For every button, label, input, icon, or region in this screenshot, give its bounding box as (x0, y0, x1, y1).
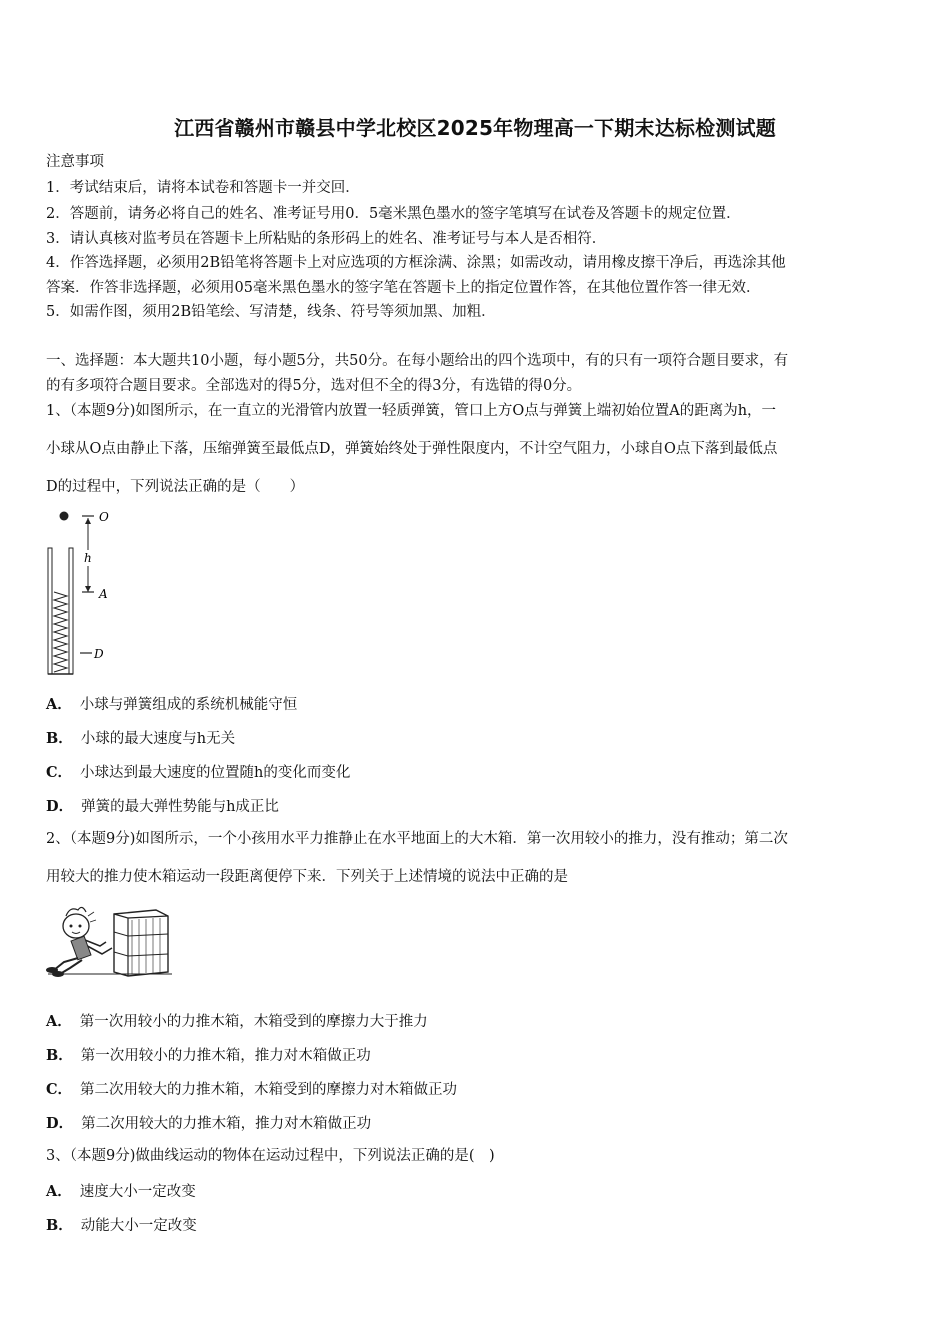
notice-item: 4．作答选择题，必须用2B铅笔将答题卡上对应选项的方框涂满、涂黑；如需改动，请用橡皮擦干净后，再选涂其他 (46, 255, 786, 271)
notice-item: 答案．作答非选择题，必须用05毫米黑色墨水的签字笔在答题卡上的指定位置作答，在其他位置作答一律无效． (46, 280, 761, 296)
question-1-text: 1、（本题9分)如图所示，在一直立的光滑管内放置一轻质弹簧，管口上方O点与弹簧上端初始位置A的距离为h，一 (46, 403, 777, 419)
child-pushing-crate-figure (44, 902, 174, 982)
question-2-option-d: D． 第二次用较大的力推木箱，推力对木箱做正功 (46, 1115, 372, 1132)
question-2-text: 2、（本题9分)如图所示，一个小孩用水平力推静止在水平地面上的大木箱．第一次用较小的推力，没有推动；第二次 (46, 831, 788, 847)
question-2-option-b: B． 第一次用较小的力推木箱，推力对木箱做正功 (46, 1047, 371, 1064)
question-1-text: D的过程中，下列说法正确的是（ ） (46, 479, 305, 495)
label-d: D (94, 647, 104, 661)
label-h: h (84, 551, 92, 565)
spring-tube-figure (44, 508, 124, 680)
section-instructions: 的有多项符合题目要求。全部选对的得5分，选对但不全的得3分，有选错的得0分。 (46, 378, 582, 394)
notice-item: 3．请认真核对监考员在答题卡上所粘贴的条形码上的姓名、准考证号与本人是否相符． (46, 231, 607, 247)
label-a: A (99, 587, 108, 601)
question-2-text: 用较大的推力使木箱运动一段距离便停下来．下列关于上述情境的说法中正确的是 (46, 869, 568, 885)
question-1-option-a: A． 小球与弹簧组成的系统机械能守恒 (46, 696, 298, 713)
question-3-option-b: B． 动能大小一定改变 (46, 1217, 197, 1234)
question-3-text: 3、（本题9分)做曲线运动的物体在运动过程中，下列说法正确的是( ) (46, 1148, 495, 1164)
question-1-option-d: D． 弹簧的最大弹性势能与h成正比 (46, 798, 279, 815)
question-2-option-c: C． 第二次用较大的力推木箱，木箱受到的摩擦力对木箱做正功 (46, 1081, 458, 1098)
question-1-option-b: B． 小球的最大速度与h无关 (46, 730, 236, 747)
question-2-option-a: A． 第一次用较小的力推木箱，木箱受到的摩擦力大于推力 (46, 1013, 428, 1030)
question-1-option-c: C． 小球达到最大速度的位置随h的变化而变化 (46, 764, 351, 781)
notice-item: 5．如需作图，须用2B铅笔绘、写清楚，线条、符号等须加黑、加粗． (46, 304, 496, 320)
page-title: 江西省赣州市赣县中学北校区2025年物理高一下期末达标检测试题 (174, 116, 776, 140)
question-3-option-a: A． 速度大小一定改变 (46, 1183, 196, 1200)
label-o: O (99, 510, 109, 524)
question-1-text: 小球从O点由静止下落，压缩弹簧至最低点D，弹簧始终处于弹性限度内，不计空气阻力，小球自O点下落到最低点 (46, 441, 778, 457)
notice-item: 1．考试结束后，请将本试卷和答题卡一并交回． (46, 180, 360, 196)
notice-heading: 注意事项 (46, 154, 104, 170)
section-instructions: 一、选择题：本大题共10小题，每小题5分，共50分。在每小题给出的四个选项中，有的只有一项符合题目要求，有 (46, 353, 789, 369)
notice-item: 2．答题前，请务必将自己的姓名、准考证号用0．5毫米黑色墨水的签字笔填写在试卷及答题卡的规定位置． (46, 206, 741, 222)
